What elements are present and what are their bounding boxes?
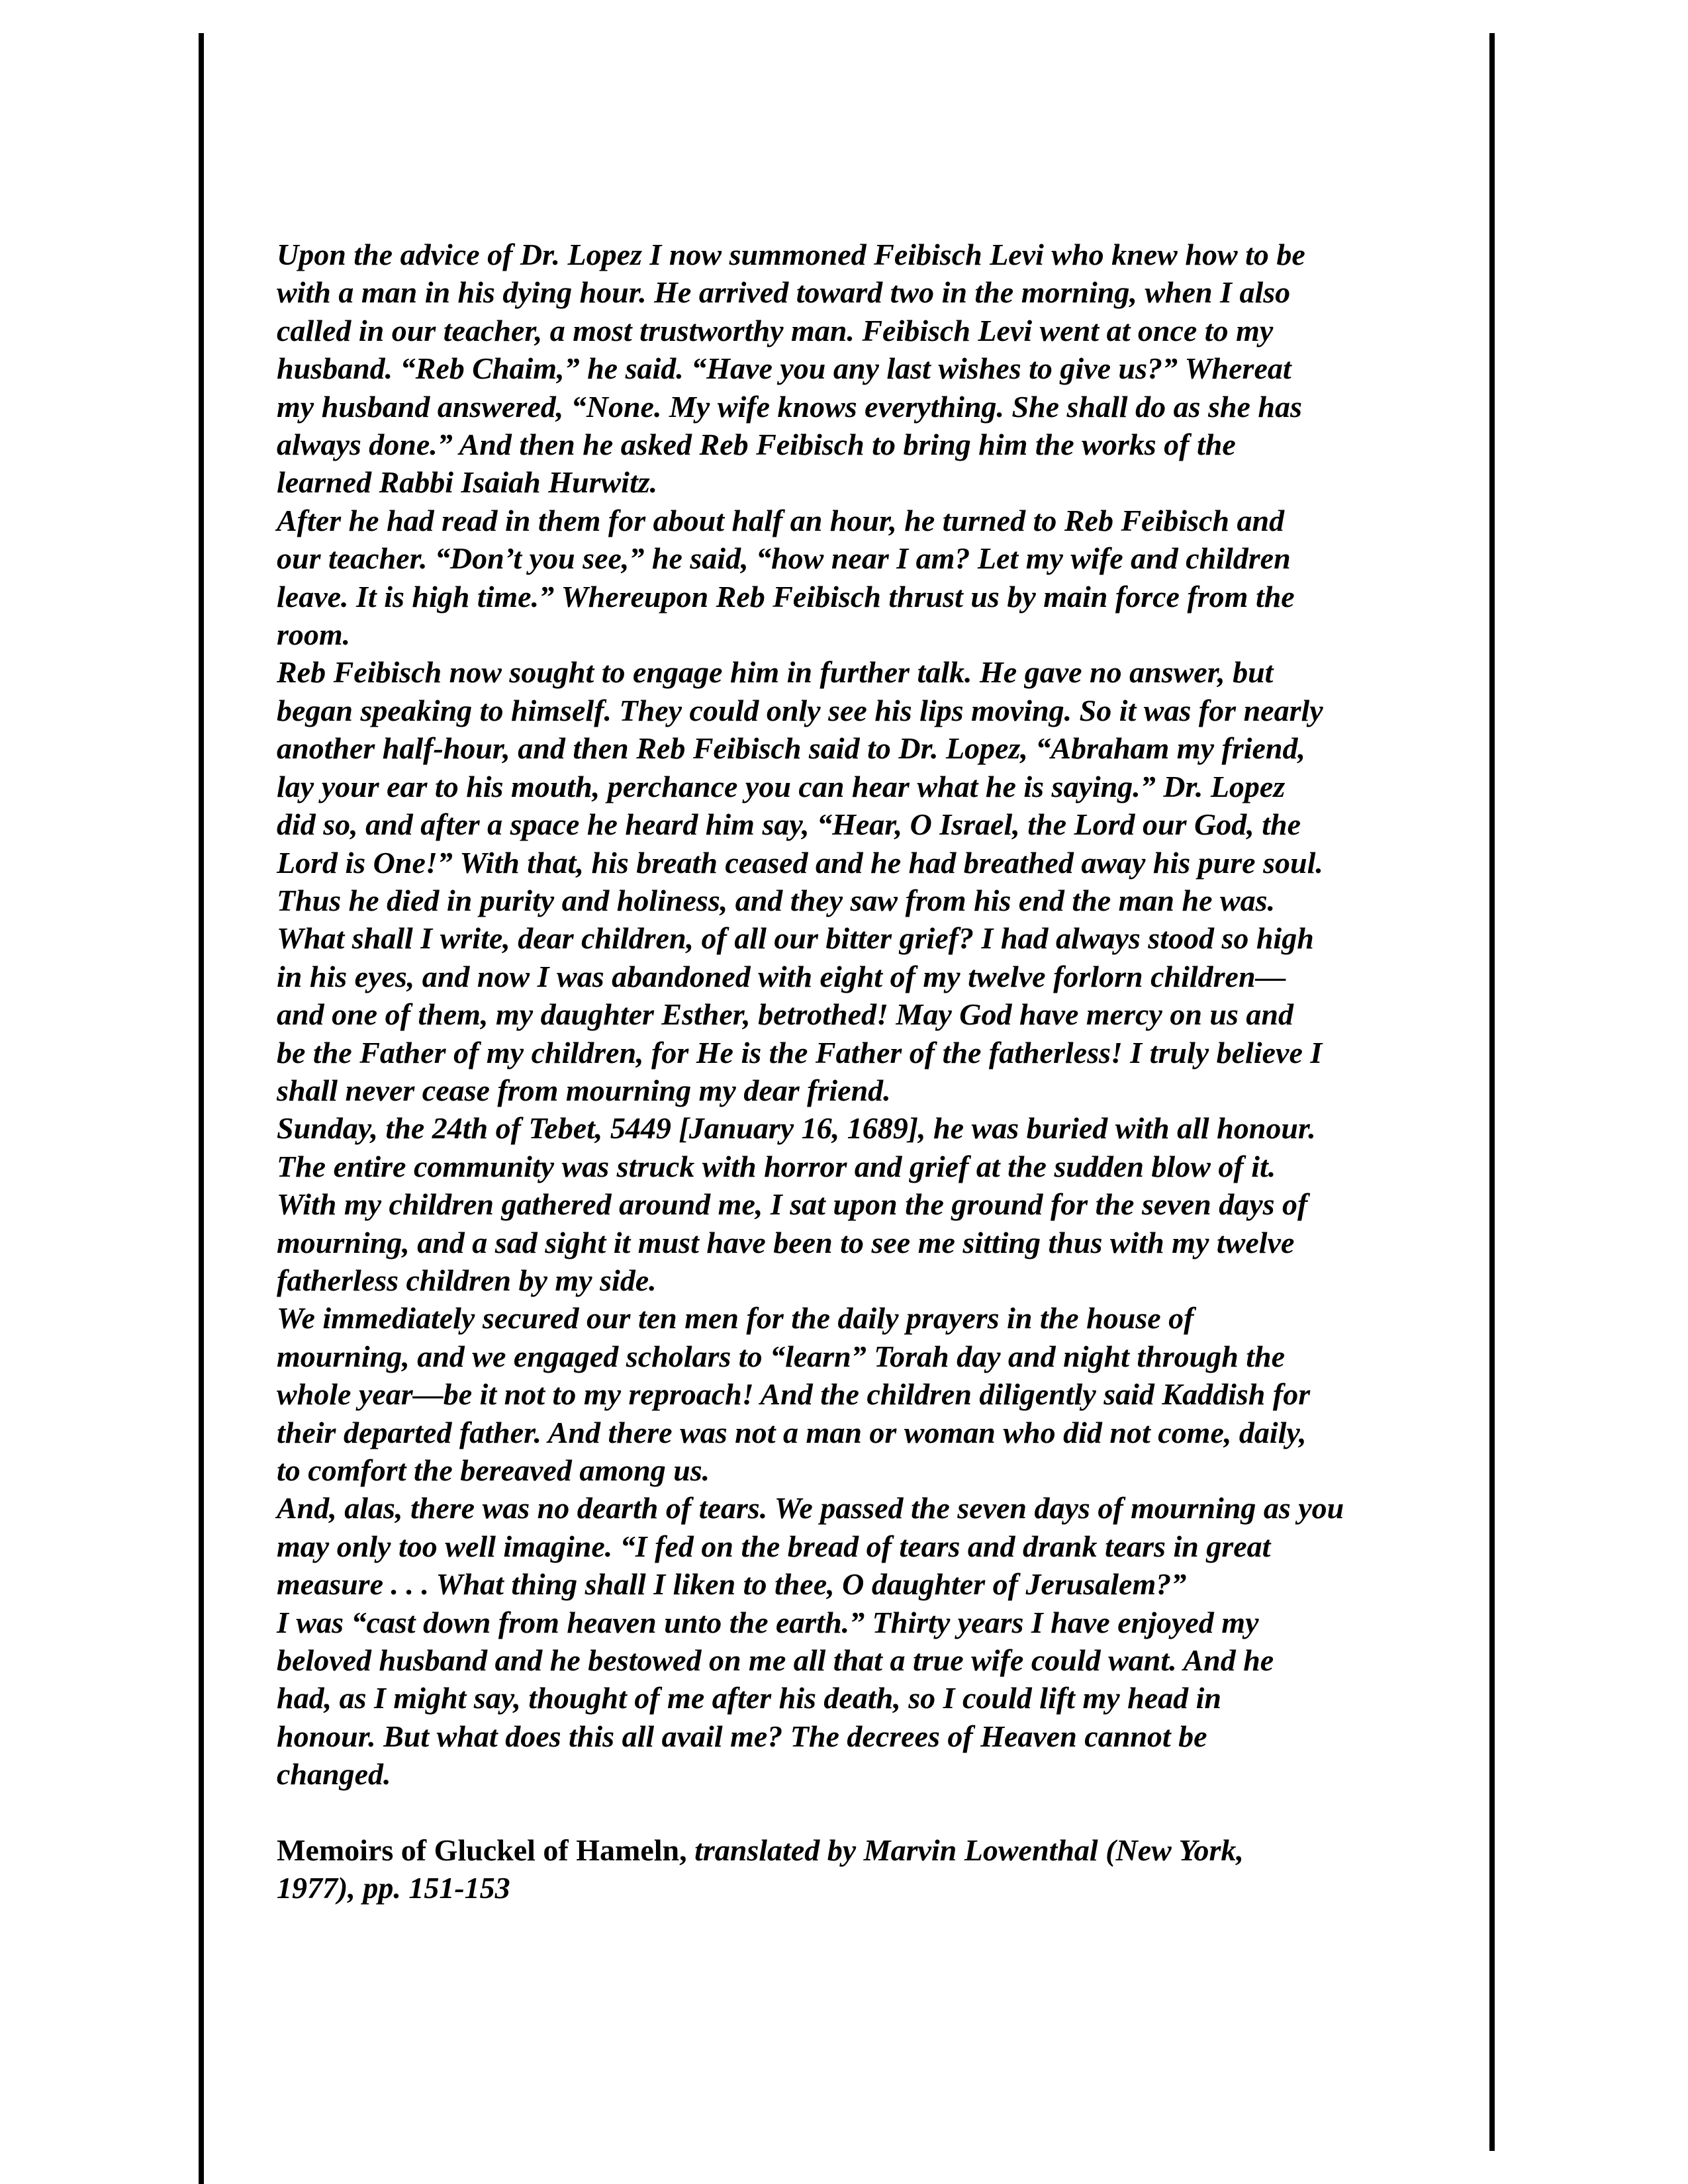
text-line: fatherless children by my side. [277,1263,657,1297]
text-line: whole year—be it not to my reproach! And the children diligently said Kaddish for [277,1377,1311,1412]
text-line: I was “cast down from heaven unto the earth.” Thirty years I have enjoyed my [277,1605,1259,1639]
text-line: leave. It is high time.” Whereupon Reb Feibisch thrust us by main force from the [277,579,1295,614]
text-line: With my children gathered around me, I sat upon the ground for the seven days of [277,1187,1308,1222]
citation-translator: translated by Marvin Lowenthal (New York, [686,1833,1244,1867]
citation [277,1831,1442,1907]
text-line: always done.” And then he asked Reb Feibisch to bring him the works of the [277,428,1236,462]
text-line: in his eyes, and now I was abandoned with eight of my twelve forlorn children— [277,959,1286,993]
text-line: honour. But what does this all avail me? The decrees of Heaven cannot be [277,1719,1207,1753]
text-line: to comfort the bereaved among us. [277,1453,710,1487]
paragraph [277,1109,1442,1299]
text-line: And, alas, there was no dearth of tears. We passed the seven days of mourning as you [277,1491,1344,1525]
text-line: Thus he died in purity and holiness, and they saw from his end the man he was. [277,883,1276,917]
text-line: measure . . . What thing shall I liken to thee, O daughter of Jerusalem?” [277,1567,1187,1602]
text-line: and one of them, my daughter Esther, betrothed! May God have mercy on us and [277,997,1293,1032]
paragraph [277,502,1442,654]
text-line: another half-hour, and then Reb Feibisch said to Dr. Lopez, “Abraham my friend, [277,731,1306,766]
left-margin-rule [199,33,204,2184]
citation-line-2: 1977), pp. 151-153 [277,1871,510,1905]
text-line: shall never cease from mourning my dear friend. [277,1073,891,1107]
paragraph [277,1489,1442,1603]
text-line: learned Rabbi Isaiah Hurwitz. [277,465,658,500]
text-line: What shall I write, dear children, of all our bitter grief? I had always stood so high [277,921,1314,956]
text-line: mourning, and a sad sight it must have been to see me sitting thus with my twelve [277,1225,1295,1259]
text-line: Sunday, the 24th of Tebet, 5449 [January 16, 1689], he was buried with all honour. [277,1111,1316,1146]
citation-line-1 [277,1831,1442,1869]
text-line: my husband answered, “None. My wife knows everything. She shall do as she has [277,389,1302,424]
text-line: had, as I might say, thought of me after his death, so I could lift my head in [277,1681,1222,1715]
paragraph [277,653,1442,919]
paragraph [277,919,1442,1109]
text-line: our teacher. “Don’t you see,” he said, “how near I am? Let my wife and children [277,541,1291,576]
text-line: mourning, and we engaged scholars to “learn” Torah day and night through the [277,1339,1286,1373]
text-line: their departed father. And there was not a man or woman who did not come, daily, [277,1415,1307,1449]
text-line: husband. “Reb Chaim,” he said. “Have you any last wishes to give us?” Whereat [277,351,1291,386]
paragraph [277,1604,1442,1794]
text-line: changed. [277,1757,391,1792]
text-line: After he had read in them for about half an hour, he turned to Reb Feibisch and [277,503,1285,537]
text-line: with a man in his dying hour. He arrived toward two in the morning, when I also [277,275,1291,310]
text-line: did so, and after a space he heard him say, “Hear, O Israel, the Lord our God, the [277,807,1301,842]
text-line: lay your ear to his mouth, perchance you can hear what he is saying.” Dr. Lopez [277,769,1286,803]
text-line: beloved husband and he bestowed on me all that a true wife could want. And he [277,1643,1274,1678]
memoir-passage [277,236,1442,1794]
text-line: Reb Feibisch now sought to engage him in further talk. He gave no answer, but [277,655,1274,690]
right-margin-rule [1489,33,1495,2151]
document-body [277,236,1442,1907]
text-line: The entire community was struck with horror and grief at the sudden blow of it. [277,1149,1276,1183]
paragraph [277,1299,1442,1489]
paragraph [277,236,1442,502]
text-line: called in our teacher, a most trustworthy man. Feibisch Levi went at once to my [277,313,1274,347]
citation-title: Memoirs of Gluckel of Hameln, [277,1833,687,1867]
text-line: Lord is One!” With that, his breath ceased and he had breathed away his pure soul. [277,845,1323,880]
text-line: began speaking to himself. They could only see his lips moving. So it was for nearly [277,693,1323,727]
text-line: Upon the advice of Dr. Lopez I now summoned Feibisch Levi who knew how to be [277,238,1305,271]
text-line: room. [277,617,351,652]
text-line: may only too well imagine. “I fed on the bread of tears and drank tears in great [277,1529,1271,1563]
text-line: be the Father of my children, for He is the Father of the fatherless! I truly believe I [277,1035,1323,1069]
text-line: We immediately secured our ten men for the daily prayers in the house of [277,1301,1194,1336]
